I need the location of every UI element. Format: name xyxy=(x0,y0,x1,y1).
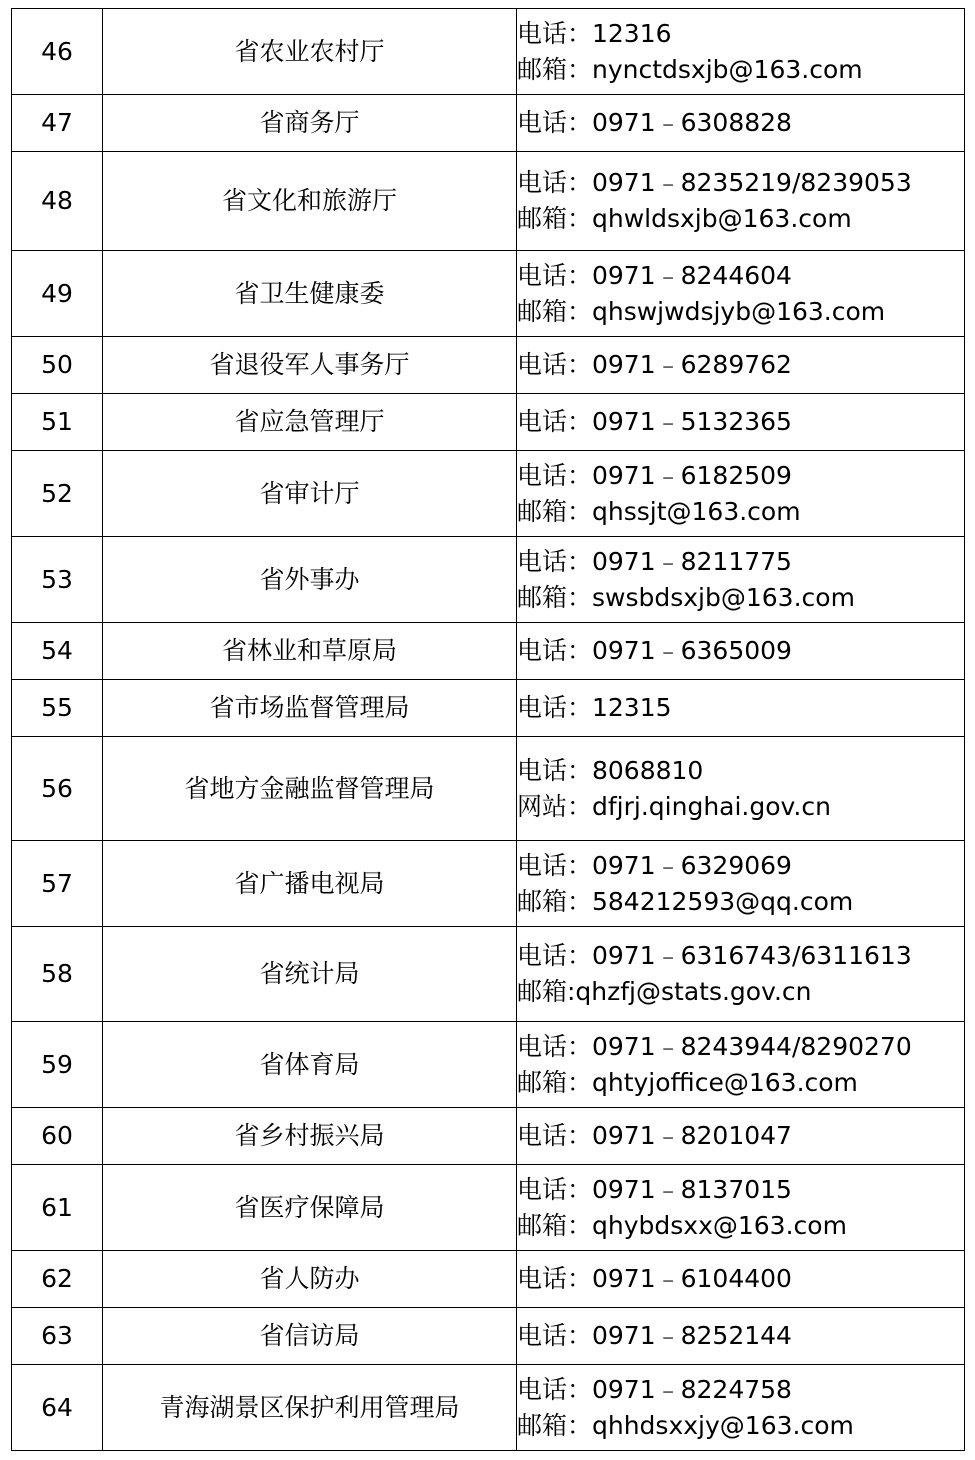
contact-info xyxy=(517,1251,965,1308)
contact-info xyxy=(517,927,965,1022)
contact-line: 电话：0971﹣6308828 xyxy=(517,108,792,137)
contact-info xyxy=(517,1165,965,1251)
row-number: 55 xyxy=(12,680,103,737)
row-number: 61 xyxy=(12,1165,103,1251)
row-number: 56 xyxy=(12,737,103,841)
table-row xyxy=(12,1165,965,1251)
department-name: 省地方金融监督管理局 xyxy=(103,737,517,841)
contact-info xyxy=(517,1308,965,1365)
contact-line: 电话：12315 xyxy=(517,693,672,722)
row-number: 53 xyxy=(12,537,103,623)
table-row xyxy=(12,1308,965,1365)
contact-line: 电话：0971﹣8244604 xyxy=(517,260,792,290)
contact-info xyxy=(517,1022,965,1108)
contact-info xyxy=(517,451,965,537)
contact-info xyxy=(517,623,965,680)
row-number: 62 xyxy=(12,1251,103,1308)
contact-info xyxy=(517,680,965,737)
contact-line: 邮箱：swsbdsxjb@163.com xyxy=(517,582,855,612)
contact-line: 电话：0971﹣8137015 xyxy=(517,1174,792,1204)
contact-info xyxy=(517,152,965,251)
contact-line: 电话：0971﹣8243944/8290270 xyxy=(517,1031,912,1061)
contact-line: 电话：0971﹣8224758 xyxy=(517,1374,792,1404)
department-name: 省体育局 xyxy=(103,1022,517,1108)
contact-line: 邮箱：qhwldsxjb@163.com xyxy=(517,204,852,233)
table-row xyxy=(12,152,965,251)
contact-line: 电话：0971﹣6182509 xyxy=(517,460,792,490)
table-row xyxy=(12,251,965,337)
contact-line: 邮箱:qhzfj@stats.gov.cn xyxy=(517,977,812,1006)
row-number: 58 xyxy=(12,927,103,1022)
table-row xyxy=(12,680,965,737)
contact-info xyxy=(517,251,965,337)
contact-line: 电话：0971﹣8211775 xyxy=(517,546,792,576)
contact-line: 电话：12316 xyxy=(517,18,672,48)
department-name: 省农业农村厅 xyxy=(103,9,517,95)
department-name: 省统计局 xyxy=(103,927,517,1022)
contact-info xyxy=(517,841,965,927)
row-number: 51 xyxy=(12,394,103,451)
row-number: 50 xyxy=(12,337,103,394)
row-number: 57 xyxy=(12,841,103,927)
contact-line: 网站：dfjrj.qinghai.gov.cn xyxy=(517,791,831,821)
contact-line: 邮箱：qhtyjoffice@163.com xyxy=(517,1067,858,1097)
contact-table-body xyxy=(12,9,965,1451)
contact-info xyxy=(517,737,965,841)
contact-line: 电话：0971﹣5132365 xyxy=(517,407,792,436)
department-name: 省应急管理厅 xyxy=(103,394,517,451)
department-name: 省广播电视局 xyxy=(103,841,517,927)
contact-line: 电话：0971﹣8252144 xyxy=(517,1321,792,1350)
contact-line: 电话：0971﹣6289762 xyxy=(517,350,792,379)
table-row xyxy=(12,927,965,1022)
table-row xyxy=(12,1022,965,1108)
contact-info xyxy=(517,394,965,451)
contact-line: 电话：0971﹣6316743/6311613 xyxy=(517,941,912,970)
table-row xyxy=(12,337,965,394)
row-number: 54 xyxy=(12,623,103,680)
department-name: 省外事办 xyxy=(103,537,517,623)
department-name: 省信访局 xyxy=(103,1308,517,1365)
row-number: 49 xyxy=(12,251,103,337)
contact-line: 邮箱：qhhdsxxjy@163.com xyxy=(517,1410,854,1440)
table-row xyxy=(12,737,965,841)
table-row xyxy=(12,394,965,451)
department-name: 省林业和草原局 xyxy=(103,623,517,680)
department-name: 省卫生健康委 xyxy=(103,251,517,337)
row-number: 52 xyxy=(12,451,103,537)
contact-table xyxy=(11,8,965,1451)
row-number: 46 xyxy=(12,9,103,95)
department-name: 省商务厅 xyxy=(103,95,517,152)
contact-line: 电话：0971﹣6365009 xyxy=(517,636,792,665)
contact-line: 邮箱：qhswjwdsjyb@163.com xyxy=(517,296,886,326)
contact-info xyxy=(517,337,965,394)
contact-line: 电话：8068810 xyxy=(517,755,704,785)
contact-line: 邮箱：nynctdsxjb@163.com xyxy=(517,54,863,84)
contact-line: 电话：0971﹣6329069 xyxy=(517,850,792,880)
row-number: 48 xyxy=(12,152,103,251)
department-name: 省审计厅 xyxy=(103,451,517,537)
department-name: 省文化和旅游厅 xyxy=(103,152,517,251)
contact-info xyxy=(517,95,965,152)
contact-line: 邮箱：qhybdsxx@163.com xyxy=(517,1210,847,1240)
table-row xyxy=(12,841,965,927)
row-number: 59 xyxy=(12,1022,103,1108)
contact-info xyxy=(517,537,965,623)
table-row xyxy=(12,1108,965,1165)
table-row xyxy=(12,623,965,680)
contact-line: 电话：0971﹣8201047 xyxy=(517,1121,792,1150)
row-number: 64 xyxy=(12,1365,103,1451)
department-name: 省市场监督管理局 xyxy=(103,680,517,737)
contact-line: 邮箱：584212593@qq.com xyxy=(517,886,854,916)
department-name: 省人防办 xyxy=(103,1251,517,1308)
department-name: 省乡村振兴局 xyxy=(103,1108,517,1165)
table-row xyxy=(12,1365,965,1451)
department-name: 省医疗保障局 xyxy=(103,1165,517,1251)
row-number: 63 xyxy=(12,1308,103,1365)
department-name: 青海湖景区保护利用管理局 xyxy=(103,1365,517,1451)
table-row xyxy=(12,537,965,623)
department-name: 省退役军人事务厅 xyxy=(103,337,517,394)
table-row xyxy=(12,9,965,95)
table-row xyxy=(12,95,965,152)
contact-line: 电话：0971﹣8235219/8239053 xyxy=(517,168,912,197)
table-row xyxy=(12,1251,965,1308)
contact-line: 邮箱：qhssjt@163.com xyxy=(517,496,801,526)
contact-info xyxy=(517,9,965,95)
row-number: 47 xyxy=(12,95,103,152)
row-number: 60 xyxy=(12,1108,103,1165)
contact-info xyxy=(517,1365,965,1451)
table-row xyxy=(12,451,965,537)
contact-info xyxy=(517,1108,965,1165)
contact-line: 电话：0971﹣6104400 xyxy=(517,1264,792,1293)
